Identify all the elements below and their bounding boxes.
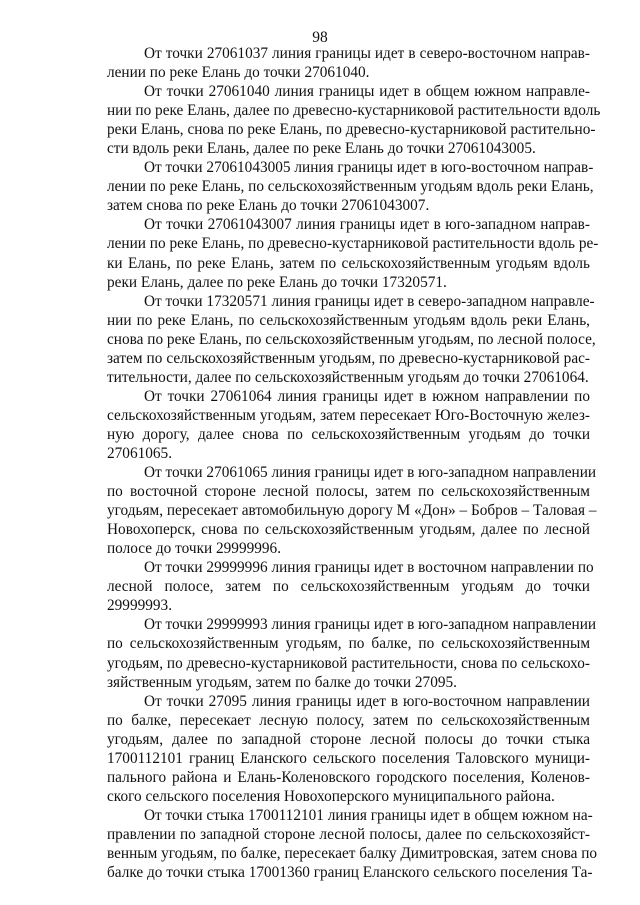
text-line: лении по реке Елань, по древесно-кустарниковой растительности вдоль ре- (107, 235, 599, 253)
paragraph (107, 82, 601, 158)
text-line: ную дорогу, далее снова по сельскохозяйственным угодьям до точки (107, 425, 590, 443)
paragraph (107, 692, 590, 806)
text-line: От точки 29999996 линия границы идет в восточном направлении по (144, 559, 594, 577)
paragraph (107, 806, 598, 882)
text-line: 1700112101 границ Еланского сельского поселения Таловского муници- (107, 749, 590, 767)
text-line: венным угодьям, по балке, пересекает балку Димитровская, затем снова по (107, 844, 598, 862)
paragraph (107, 615, 597, 691)
text-line: От точки 27061064 линия границы идет в южном направлении по (144, 387, 590, 405)
paragraph (107, 463, 597, 558)
text-line: От точки стыка 1700112101 линия границы идет в общем южном на- (144, 806, 593, 824)
text-line: тительности, далее по сельскохозяйственным угодьям до точки 27061064. (107, 368, 589, 386)
text-line: затем снова по реке Елань до точки 27061043007. (107, 197, 430, 215)
page-number: 98 (312, 29, 328, 46)
text-line: От точки 27061037 линия границы идет в северо-восточном направ- (144, 45, 590, 62)
text-line: правлении по западной стороне лесной полосы, далее по сельскохозяйст- (107, 825, 590, 843)
text-line: 27061065. (107, 444, 173, 462)
text-line: От точки 27095 линия границы идет в юго-восточном направлении (144, 692, 590, 710)
paragraph (107, 44, 590, 82)
paragraph (107, 215, 599, 291)
text-line: ки Елань, по реке Елань, затем по сельскохозяйственным угодьям вдоль (107, 254, 590, 272)
text-line: нии по реке Елань, далее по древесно-кустарниковой растительности вдоль (107, 102, 601, 120)
text-line: угодьям, по древесно-кустарниковой растительности, снова по сельскохо- (107, 654, 590, 672)
text-line: ского сельского поселения Новохоперского муниципального района. (107, 787, 555, 805)
text-line: затем по сельскохозяйственным угодьям, по древесно-кустарниковой рас- (107, 349, 590, 367)
text-line: балке до точки стыка 17001360 границ Еланского сельского поселения Та- (107, 864, 593, 882)
text-line: лении по реке Елань, по сельскохозяйственным угодьям вдоль реки Елань, (107, 178, 594, 196)
text-line: реки Елань, далее по реке Елань до точки 17320571. (107, 273, 447, 291)
text-line: От точки 27061043007 линия границы идет в юго-западном направ- (144, 216, 590, 234)
text-line: лении по реке Елань до точки 27061040. (107, 64, 370, 82)
text-line: по сельскохозяйственным угодьям, по балке, по сельскохозяйственным (107, 635, 590, 653)
paragraph (107, 387, 590, 463)
text-line: От точки 29999993 линия границы идет в юго-западном направлении (144, 616, 597, 634)
text-line: От точки 27061043005 линия границы идет в юго-восточном направ- (144, 159, 594, 177)
text-line: От точки 27061040 линия границы идет в общем южном направле- (144, 83, 590, 101)
document-body (107, 44, 601, 882)
text-line: лесной полосе, затем по сельскохозяйственным угодьям до точки (107, 578, 590, 596)
text-line: полосе до точки 29999996. (107, 540, 282, 558)
text-line: 29999993. (107, 597, 173, 615)
text-line: по балке, пересекает лесную полосу, затем по сельскохозяйственным (107, 711, 590, 729)
text-line: От точки 17320571 линия границы идет в северо-западном направле- (144, 292, 595, 310)
text-line: Новохоперск, снова по сельскохозяйственным угодьям, далее по лесной (107, 521, 590, 539)
paragraph (107, 292, 596, 387)
text-line: сти вдоль реки Елань, далее по реке Елань до точки 27061043005. (107, 140, 536, 158)
text-line: сельскохозяйственным угодьям, затем пересекает Юго-Восточную желез- (107, 406, 590, 424)
paragraph (107, 558, 594, 615)
text-line: нии по реке Елань, по сельскохозяйственным угодьям вдоль реки Елань, (107, 311, 590, 329)
text-line: От точки 27061065 линия границы идет в юго-западном направлении (144, 464, 597, 482)
text-line: угодьям, далее по западной стороне лесной полосы до точки стыка (107, 730, 590, 748)
text-line: снова по реке Елань, по сельскохозяйственным угодьям, по лесной полосе, (107, 330, 596, 348)
text-line: реки Елань, снова по реке Елань, по древесно-кустарниковой растительно- (107, 121, 596, 139)
paragraph (107, 158, 594, 215)
text-line: зяйственным угодьям, затем по балке до точки 27095. (107, 673, 457, 691)
text-line: по восточной стороне лесной полосы, затем по сельскохозяйственным (107, 483, 590, 501)
text-line: пального района и Елань-Коленовского городского поселения, Коленов- (107, 768, 590, 786)
text-line: угодьям, пересекает автомобильную дорогу М «Дон» – Бобров – Таловая – (107, 502, 597, 520)
